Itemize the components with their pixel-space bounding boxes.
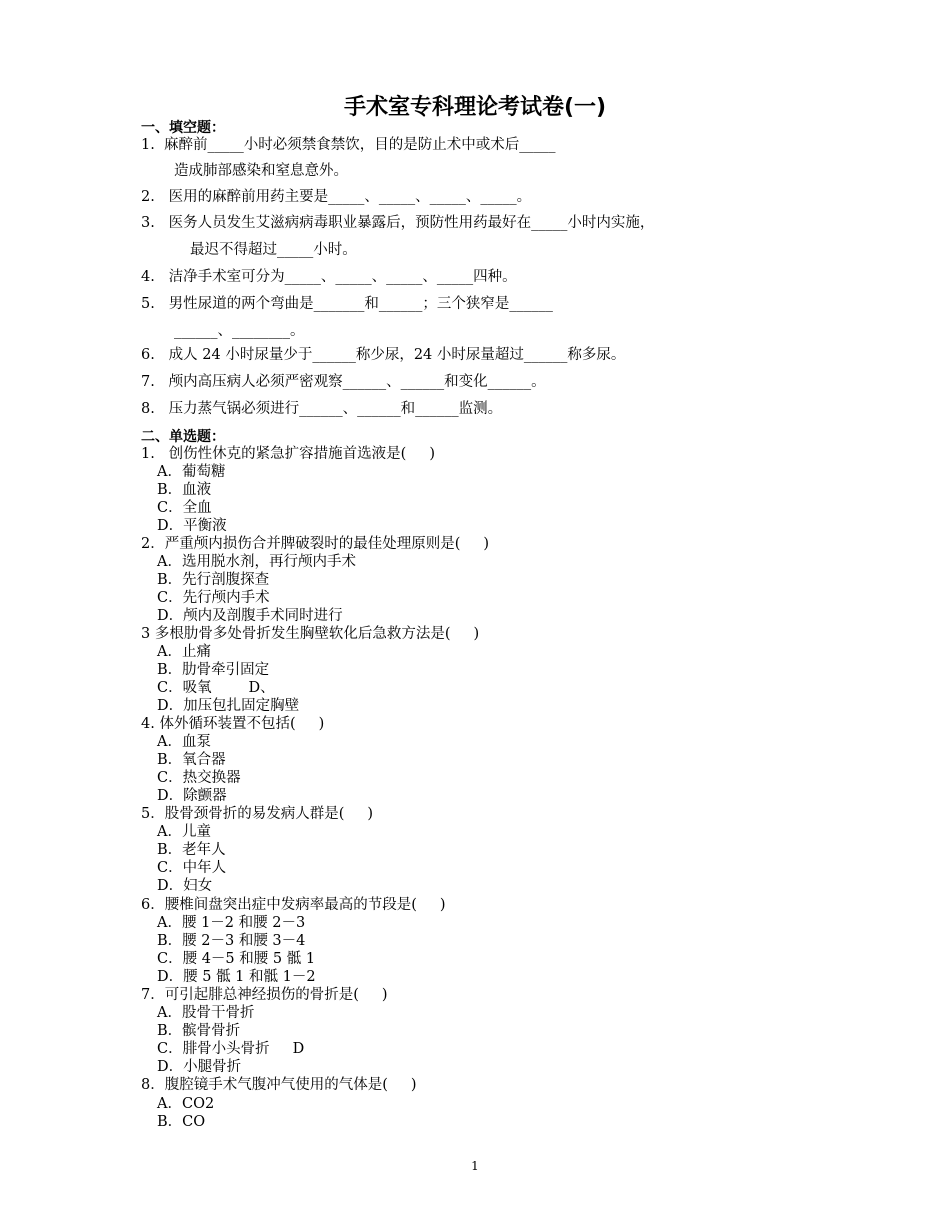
fill-question-line: 4. 洁净手术室可分为_____、_____、_____、_____四种。	[141, 269, 517, 285]
answer-option: A．腰 1－2 和腰 2－3	[157, 915, 306, 931]
answer-option: B．氧合器	[157, 752, 226, 768]
question-stem: 6．腰椎间盘突出症中发病率最高的节段是( )	[141, 897, 446, 913]
answer-option: D．除颤器	[157, 788, 227, 804]
fill-question-line: 最迟不得超过_____小时。	[190, 242, 357, 258]
answer-option: A．CO2	[157, 1096, 215, 1112]
section-heading-single-choice: 二、单选题：	[141, 429, 225, 445]
answer-option: B．先行剖腹探查	[157, 572, 270, 588]
answer-option: C．吸氧 D、	[157, 680, 275, 696]
fill-question-line: 造成肺部感染和窒息意外。	[174, 163, 348, 179]
answer-option: A．血泵	[157, 734, 211, 750]
answer-option: A．葡萄糖	[157, 464, 226, 480]
answer-option: A．股骨干骨折	[157, 1005, 255, 1021]
fill-question-line: 6. 成人 24 小时尿量少于______称少尿，24 小时尿量超过______称多尿。	[141, 347, 626, 363]
answer-option: A．儿童	[157, 824, 211, 840]
answer-option: C．热交换器	[157, 770, 241, 786]
fill-question-line: 2. 医用的麻醉前用药主要是_____、_____、_____、_____。	[141, 189, 532, 205]
answer-option: D．小腿骨折	[157, 1059, 242, 1075]
answer-option: C．腓骨小头骨折 D	[157, 1041, 305, 1057]
fill-question-line: 1. 麻醉前_____小时必须禁食禁饮，目的是防止术中或术后_____	[141, 137, 556, 153]
answer-option: B．CO	[157, 1114, 206, 1130]
answer-option: B．血液	[157, 482, 212, 498]
answer-option: D．颅内及剖腹手术同时进行	[157, 608, 343, 624]
answer-option: C．全血	[157, 500, 212, 516]
answer-option: D．平衡液	[157, 518, 227, 534]
answer-option: D．加压包扎固定胸壁	[157, 698, 300, 714]
page-title: 手术室专科理论考试卷(一)	[343, 95, 607, 120]
fill-question-line: 8. 压力蒸气锅必须进行______、______和______监测。	[141, 401, 503, 417]
question-stem: 1. 创伤性休克的紧急扩容措施首选液是( )	[141, 446, 436, 462]
question-stem: 2．严重颅内损伤合并脾破裂时的最佳处理原则是( )	[141, 536, 490, 552]
answer-option: A．止痛	[157, 644, 211, 660]
answer-option: D．妇女	[157, 878, 213, 894]
question-stem: 3 多根肋骨多处骨折发生胸壁软化后急救方法是( )	[141, 626, 480, 642]
answer-option: B．腰 2－3 和腰 3－4	[157, 933, 306, 949]
fill-question-line: 3. 医务人员发生艾滋病病毒职业暴露后，预防性用药最好在_____小时内实施，	[141, 215, 655, 231]
fill-question-line: 5. 男性尿道的两个弯曲是_______和______；三个狭窄是______	[141, 296, 553, 312]
question-stem: 7．可引起腓总神经损伤的骨折是( )	[141, 987, 388, 1003]
answer-option: B．髌骨骨折	[157, 1023, 241, 1039]
answer-option: A．选用脱水剂，再行颅内手术	[157, 554, 356, 570]
section-heading-fill-blank: 一、填空题：	[141, 120, 225, 136]
answer-option: C．中年人	[157, 860, 227, 876]
page-number: 1	[471, 1159, 479, 1173]
question-stem: 5．股骨颈骨折的易发病人群是( )	[141, 806, 374, 822]
answer-option: C．先行颅内手术	[157, 590, 270, 606]
fill-question-line: ______、________。	[174, 323, 305, 339]
fill-question-line: 7. 颅内高压病人必须严密观察______、______和变化______。	[141, 374, 546, 390]
question-stem: 8．腹腔镜手术气腹冲气使用的气体是( )	[141, 1077, 417, 1093]
answer-option: B．肋骨牵引固定	[157, 662, 270, 678]
answer-option: C．腰 4－5 和腰 5 骶 1	[157, 951, 316, 967]
answer-option: B．老年人	[157, 842, 226, 858]
question-stem: 4. 体外循环装置不包括( )	[141, 716, 325, 732]
answer-option: D．腰 5 骶 1 和骶 1－2	[157, 969, 316, 985]
